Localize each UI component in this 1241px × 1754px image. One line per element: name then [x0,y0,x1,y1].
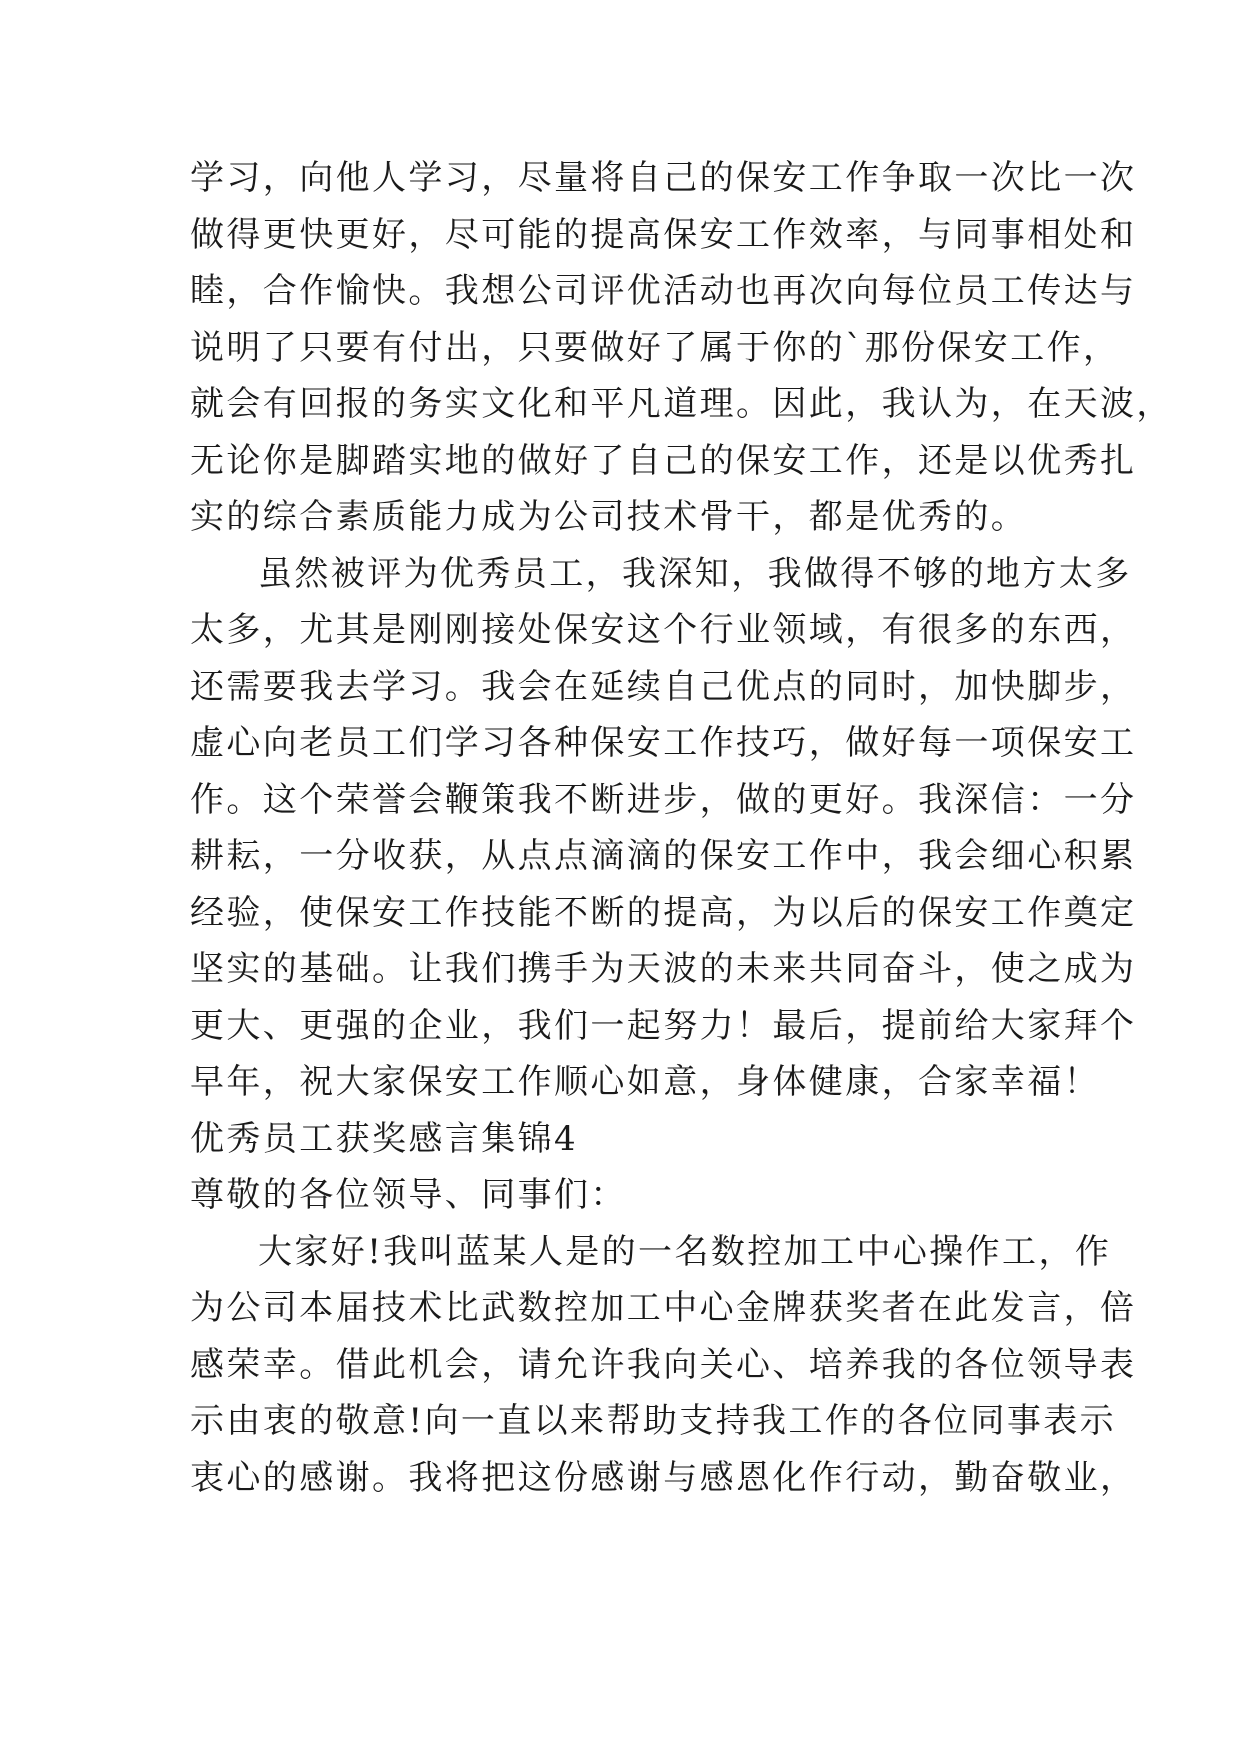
text-line: 更大、更强的企业，我们一起努力！最后，提前给大家拜个 [190,1005,1137,1046]
text-line: 无论你是脚踏实地的做好了自己的保安工作，还是以优秀扎 [190,440,1137,481]
text-line: 还需要我去学习。我会在延续自己优点的同时，加快脚步， [190,666,1137,707]
text-line: 实的综合素质能力成为公司技术骨干，都是优秀的。 [190,497,1028,537]
text-line: 做得更快更好，尽可能的提高保安工作效率，与同事相处和 [190,214,1137,255]
text-line: 经验，使保安工作技能不断的提高，为以后的保安工作奠定 [190,892,1137,933]
section-heading: 优秀员工获奖感言集锦4 [190,1118,579,1159]
salutation: 尊敬的各位领导、同事们： [190,1175,627,1215]
paragraph-first-line: 虽然被评为优秀员工，我深知，我做得不够的地方太多 [258,553,1132,594]
text-line: 睦，合作愉快。我想公司评优活动也再次向每位员工传达与 [190,271,1137,311]
text-line: 早年，祝大家保安工作顺心如意，身体健康，合家幸福！ [190,1062,1100,1102]
text-line: 学习，向他人学习，尽量将自己的保安工作争取一次比一次 [190,158,1137,198]
text-line: 太多，尤其是刚刚接处保安这个行业领域，有很多的东西， [190,610,1137,650]
text-line: 感荣幸。借此机会，请允许我向关心、培养我的各位领导表 [190,1344,1137,1385]
document-body [190,150,1173,1506]
text-line: 虚心向老员工们学习各种保安工作技巧，做好每一项保安工 [190,723,1137,763]
text-line: 耕耘，一分收获，从点点滴滴的保安工作中，我会细心积累 [190,836,1137,876]
text-line: 坚实的基础。让我们携手为天波的未来共同奋斗，使之成为 [190,949,1137,989]
text-line: 为公司本届技术比武数控加工中心金牌获奖者在此发言，倍 [190,1288,1137,1328]
text-line: 作。这个荣誉会鞭策我不断进步，做的更好。我深信：一分 [190,779,1137,820]
text-line: 示由衷的敬意!向一直以来帮助支持我工作的各位同事表示 [190,1401,1117,1441]
paragraph-first-line: 大家好!我叫蓝某人是的一名数控加工中心操作工，作 [258,1231,1112,1272]
text-line: 说明了只要有付出，只要做好了属于你的`那份保安工作， [190,327,1120,368]
text-line: 就会有回报的务实文化和平凡道理。因此，我认为，在天波， [190,384,1173,424]
text-line: 衷心的感谢。我将把这份感谢与感恩化作行动，勤奋敬业， [190,1457,1137,1498]
